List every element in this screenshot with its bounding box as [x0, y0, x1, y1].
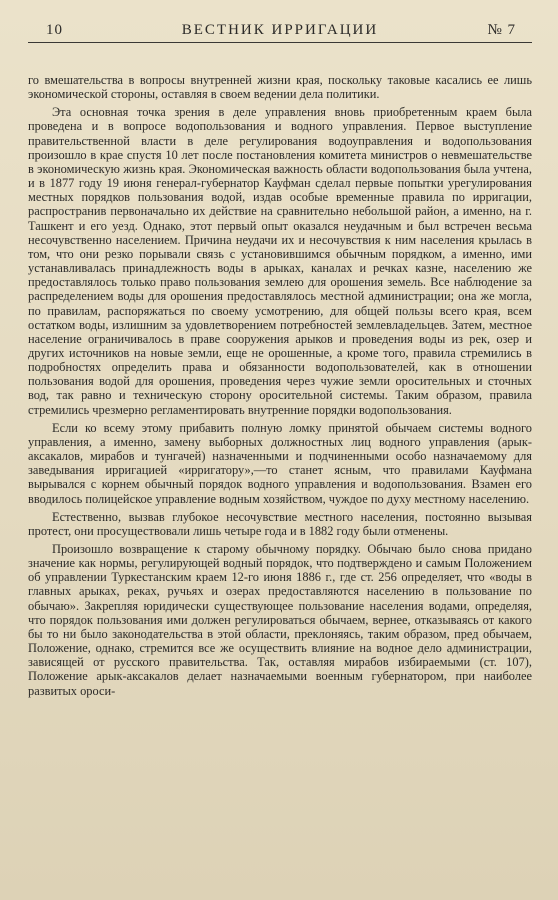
- page-number: 10: [46, 22, 63, 38]
- paragraph-return-to-custom: Произошло возвращение к старому обычному порядку. Обычаю было снова придано значение как нормы, регулирующей водный порядок, что подтверждено и самым Положением об управлении Туркестанским краем 12-го июня 1886 г., где ст. 256 определяет, что «воды в главных арыках, реках, ручьях и озерах предоставляются населению в пользование по обычаю». Закрепляя юридически существующее пользование населения водами, определяя, что порядок пользования ими должен регулироваться обычаем, вернее, отказываясь от какого бы то ни было законодательства в этой области, преклоняясь, таким образом, пред обычаем, Положение, однако, стремится все же осуществить влияние на водное дело администрации, зависящей от русского правительства. Так, оставляя мирабов избираемыми (ст. 107), Положение арык-аксакалов делает назначаемыми военным губернатором, при наиболее развитых ороси-: [28, 542, 532, 698]
- paragraph-water-policy: Эта основная точка зрения в деле управления вновь приобретенным краем была проведена и в вопросе водопользования и водного управления. Первое выступление правительственной власти в деле регулирования водоуправления и водопользования произошло в крае спустя 10 лет после постановления комитета министров о невмешательстве в экономическую жизнь края. Экономическая важность области водопользования была учтена, и в 1877 году 19 июня генерал-губернатор Кауфман сделал первые попытки урегулирования местных порядков пользования водой, издав особые временные правила по ирригации, распространив первоначально их действие на сравнительно небольшой район, а именно, на г. Ташкент и его уезд. Однако, этот первый опыт оказался неудачным и был встречен весьма несочувственно населением. Причина неудачи их и несочувствия к ним населения крылась в том, что они резко порывали связь с установившимся обычным порядком, а именно, ими устанавливалась принадлежность воды в арыках, каналах и речках казне, населению же предоставлялось только право пользования землею для орошения земель. Все наблюдение за распределением воды для орошения предоставлялось местной администрации; она же могла, по правилам, распоряжаться по своему усмотрению, для общей пользы всего края, всем остатком воды, излишним за удовлетворением потребностей землевладельцев. Затем, местное население ограничивалось в праве сооружения арыков и проведения воды из рек, озер и других источников на новые земли, еще не орошенные, а кроме того, правила стремились в подробностях определить права и обязанности водопользователей, как в отношении пользования водой для орошения, проведения через чужие земли оросительных и сточных вод, так равно и техническую сторону оросительной системы. Таким образом, правила стремились чрезмерно регламентировать внутренние порядки водопользования.: [28, 105, 532, 417]
- article-body: [28, 73, 532, 698]
- journal-title: ВЕСТНИК ИРРИГАЦИИ: [181, 22, 379, 38]
- paragraph-water-management: Если ко всему этому прибавить полную ломку принятой обычаем системы водного управления, а именно, замену выборных должностных лиц водного управления (арык-аксакалов, мирабов и тунгачей) назначенными и подчиненными особо назначаемому для заведывания ирригацией «ирригатору»,—то станет ясным, что правилами Кауфмана вырывался с корнем обычный порядок водного управления и водопользования. Взамен его вводилось полицейское управление водным хозяйством, чуждое по духу местному населению.: [28, 420, 532, 506]
- issue-number: № 7: [487, 22, 516, 38]
- paragraph-repeal: Естественно, вызвав глубокое несочувствие местного населения, постоянно вызывая протест, они просуществовали лишь четыре года и в 1882 году были отменены.: [28, 509, 532, 538]
- paragraph-continuation: го вмешательства в вопросы внутренней жизни края, поскольку таковые касались ее лишь экономической стороны, оставляя в своем ведении дела политики.: [28, 73, 532, 102]
- running-header: [28, 16, 532, 43]
